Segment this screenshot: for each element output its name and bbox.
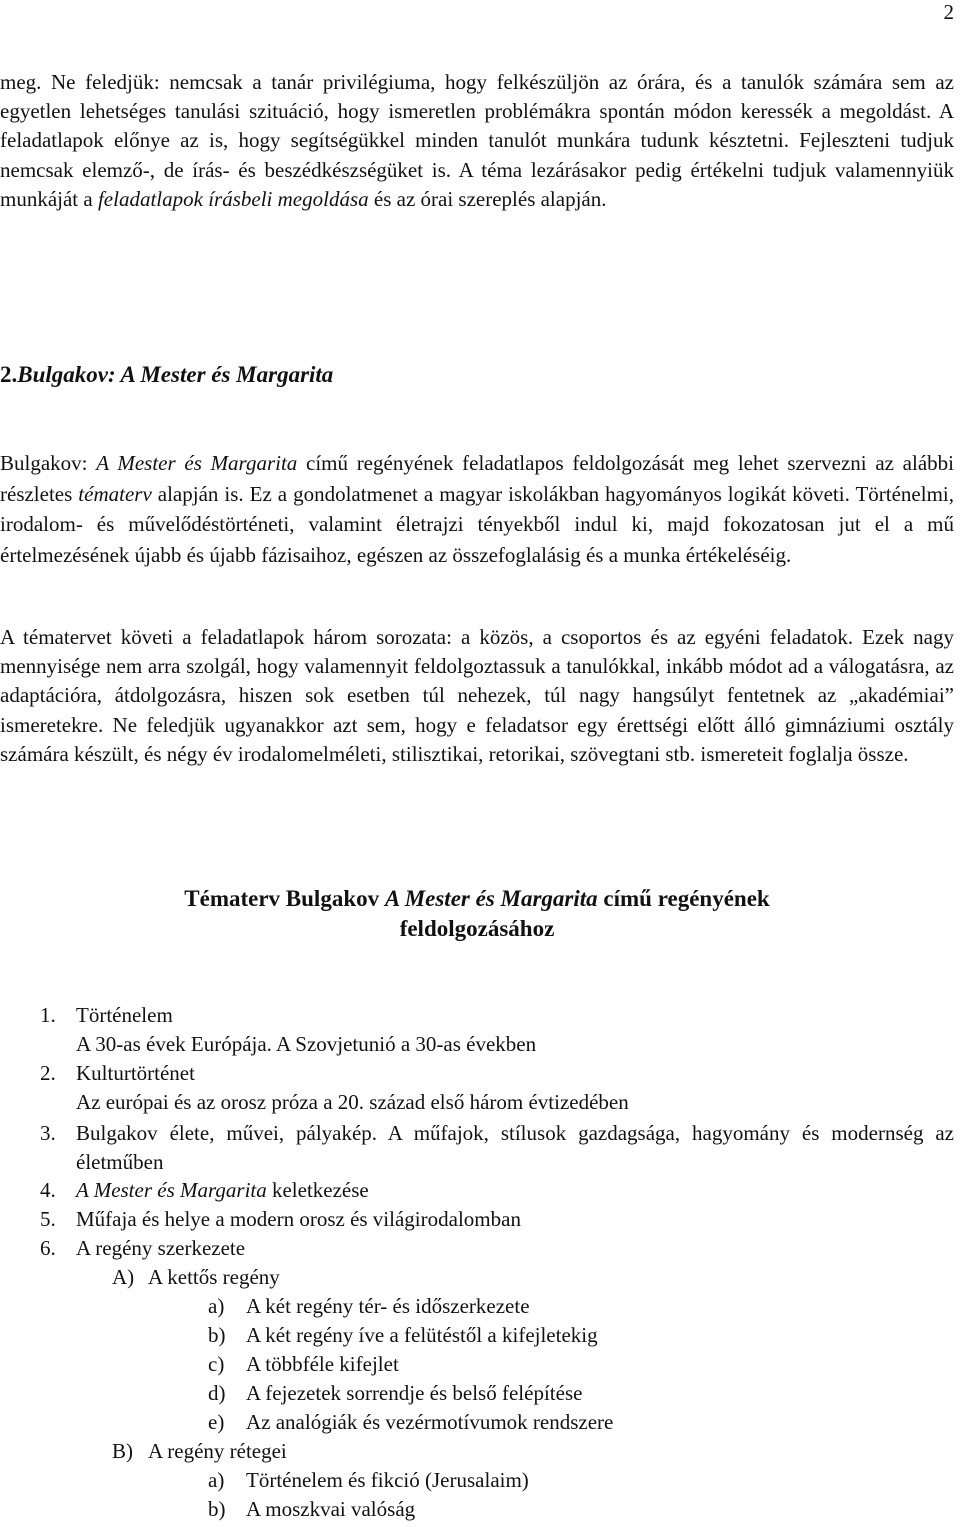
outline-marker: a) <box>208 1294 225 1318</box>
section-heading <box>0 362 333 388</box>
p2-tematerv-emphasis: tématerv <box>78 481 152 506</box>
plan-title-text-a: Tématerv Bulgakov <box>184 886 385 911</box>
outline-marker: b) <box>208 1323 226 1347</box>
intro-paragraph <box>0 68 954 214</box>
outline-marker: c) <box>208 1352 225 1376</box>
outline-label: A fejezetek sorrendje és belső felépítése <box>246 1381 583 1405</box>
plan-title-text-b: című regényének <box>597 886 770 911</box>
outline-marker: b) <box>208 1497 226 1521</box>
outline-label: Műfaja és helye a modern orosz és világirodalomban <box>76 1207 521 1231</box>
section-title-text: Bulgakov: A Mester és Margarita <box>17 362 334 387</box>
p2-text-2: című regényének feladatlapos feldolgozását meg lehet szervezni az alábbi részletes <box>0 451 954 506</box>
outline-label: Kulturtörténet <box>76 1061 195 1085</box>
outline-marker: 1. <box>40 1003 56 1027</box>
outline-marker: 4. <box>40 1178 56 1202</box>
p2-title-emphasis: A Mester és Margarita <box>96 451 298 475</box>
outline-marker: e) <box>208 1410 225 1434</box>
outline-emphasis: A Mester és Margarita <box>76 1178 267 1202</box>
outline-subtext: Az európai és az orosz próza a 20. század első három évtizedében <box>76 1090 629 1114</box>
page-number: 2 <box>943 0 954 24</box>
intro-text-end: és az órai szereplés alapján. <box>368 186 607 211</box>
intro-emphasis: feladatlapok írásbeli megoldása <box>97 186 369 211</box>
outline-label-rest: keletkezése <box>266 1178 369 1202</box>
outline-marker: 2. <box>40 1061 56 1085</box>
outline-label: Az analógiák és vezérmotívumok rendszere <box>246 1410 614 1434</box>
outline-label: Történelem <box>76 1003 173 1027</box>
outline-marker-3: 3. <box>40 1121 56 1145</box>
outline-marker: B) <box>112 1439 133 1463</box>
plan-title-emphasis: A Mester és Margarita <box>384 886 598 911</box>
outline-label: Történelem és fikció (Jerusalaim) <box>246 1468 529 1492</box>
outline-marker: d) <box>208 1381 226 1405</box>
intro-text: meg. Ne feledjük: nemcsak a tanár privilégiuma, hogy felkészüljön az órára, és a tanulók számára sem az egyetlen lehetséges tanulási szituáció, hogy ismeretlen problémákra spontán módon keressék a megoldást. A feladatlapok előnye az is, hogy segítségükkel minden tanulót munkára tudunk késztetni. Fejleszteni tudjuk nemcsak elemző-, de írás- és beszédkészségüket is. A téma lezárásakor pedig értékelni tudjuk valamennyiük munkáját a <box>0 70 954 211</box>
outline-label: A moszkvai valóság <box>246 1497 416 1521</box>
plan-title-line-2: feldolgozásához <box>399 916 555 941</box>
outline-label <box>76 1176 369 1205</box>
worksheet-paragraph: A tématervet követi a feladatlapok három sorozata: a közös, a csoportos és az egyéni feladatok. Ezek nagy mennyisége nem arra szolgál, hogy valamennyit feldolgoztassuk a tanulókkal, inkább módot ad a válogatásra, az adaptációra, átdolgozásra, hiszen sok esetben túl nehezek, túl nagy hangsúlyt fentetnek az „akadémiai” ismeretekre. Ne feledjük ugyanakkor azt sem, hogy e feladatsor egy érettségi előtt álló gimnáziumi osztály számára készült, és négy év irodalomelméleti, stilisztikai, retorikai, szövegtani stb. ismereteit foglalja össze. <box>0 625 954 766</box>
outline-label: A regény szerkezete <box>76 1236 246 1260</box>
outline-subtext: A 30-as évek Európája. A Szovjetunió a 30-as években <box>76 1032 537 1056</box>
outline-label: A kettős regény <box>148 1265 280 1289</box>
outline-marker: A) <box>112 1265 135 1289</box>
outline-marker: a) <box>208 1468 225 1492</box>
outline-label: A két regény íve a felütéstől a kifejletekig <box>246 1323 598 1347</box>
outline-label: A regény rétegei <box>148 1439 287 1463</box>
plan-title <box>0 884 954 944</box>
section-number: 2. <box>0 362 18 387</box>
outline-label: A két regény tér- és időszerkezete <box>246 1294 530 1318</box>
plan-title-line-1 <box>0 884 954 914</box>
outline-item-3: Bulgakov élete, művei, pályakép. A műfajok, stílusok gazdagsága, hagyomány és modernség az életműben <box>76 1121 954 1174</box>
bulgakov-paragraph <box>0 448 954 570</box>
outline-label: A többféle kifejlet <box>246 1352 399 1376</box>
p2-text-1: Bulgakov: <box>0 451 97 475</box>
outline-marker: 6. <box>40 1236 56 1260</box>
outline-marker: 5. <box>40 1207 56 1231</box>
p2-text-3: alapján is. Ez a gondolatmenet a magyar iskolákban hagyományos logikát követi. Történelmi, irodalom- és művelődéstörténeti, valamint életrajzi tényekből indul ki, majd fokozatosan jut el a mű értelmezésének újabb és újabb fázisaihoz, egészen az összefoglalásig és a munka értékeléséig. <box>0 481 954 567</box>
